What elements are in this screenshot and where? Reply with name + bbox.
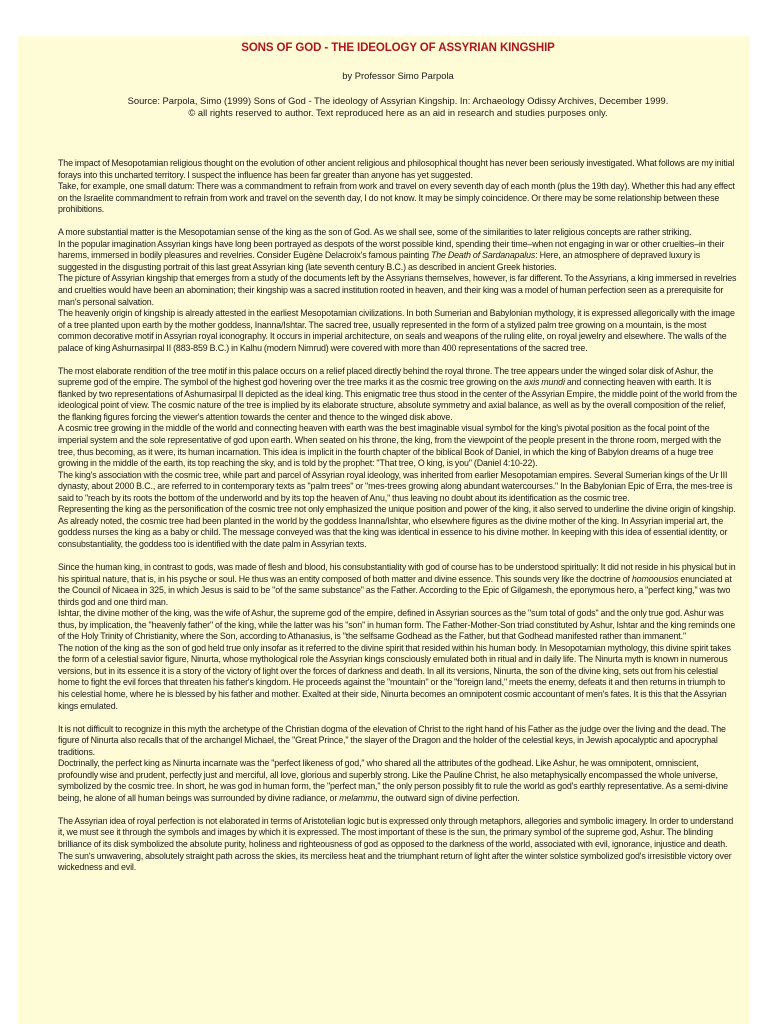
italic-title: homoousios (631, 573, 679, 584)
body-paragraph (58, 308, 738, 354)
paragraph-text: In the popular imagination Assyrian kings have long been portrayed as despots of the worst possible kind, spending their time–when not engaging in war or other cruelties–in their harems, immersed in bodily pleasures and revelries. Consider Eugène Delacroix's famous painting (58, 238, 725, 261)
italic-title: melammu (339, 792, 378, 803)
paragraph-text: Representing the king as the personification of the cosmic tree not only emphasized the unique position and power of the king, it also served to underline the divine origin of kingship. (58, 504, 736, 515)
paragraph-text: As already noted, the cosmic tree had been planted in the world by the goddess Inanna/Ishtar, who elsewhere figures as the divine mother of the king. In Assyrian imperial art, the goddess nurses the king as a baby or child. The message conveyed was that the king was identical in essence to his divine mother. In keeping with this idea of essential identity, or consubstantiality, the goddess too is identified with the date palm in Assyrian texts. (58, 515, 728, 549)
paragraph-text: The notion of the king as the son of god held true only insofar as it referred to the divine spirit that resided within his human body. In Mesopotamian mythology, this divine spirit takes the form of a celestial savior figure, Ninurta, whose mythological role the Assyrian kings consciously emulated both in ritual and in daily life. The Ninurta myth is known in numerous versions, but in its essence it is a story of the victory of light over the forces of darkness and death. In all its versions, Ninurta, the son of the divine king, sets out from his celestial home to fight the evil forces that threaten his father's kingdom. He proceeds against the "mountain" or the "foreign land," meets the enemy, defeats it and then returns in triumph to his celestial home, where he is blessed by his father and mother. Exalted at their side, Ninurta becomes an omnipotent cosmic accountant of men's fates. It is this that the Assyrian kings emulated. (58, 642, 731, 711)
paragraph-text: A more substantial matter is the Mesopotamian sense of the king as the son of God. As we shall see, some of the similarities to later religious concepts are rather striking. (58, 227, 692, 238)
paragraph-text: Doctrinally, the perfect king as Ninurta incarnate was the "perfect likeness of god," who shared all the attributes of the godhead. Like Ashur, he was omnipotent, omniscient, profoundly wise and prudent, perfectly just and merciful, all love, glorious and superbly strong. Like the Pauline Christ, he also metaphysically encompassed the whole universe, symbolized by the cosmic tree. In short, he was god in human form, the "perfect man," the only person possibly fit to rule the world as god's earthly representative. As a semi-divine being, he alone of all human beings was surrounded by divine radiance, or (58, 758, 728, 803)
paragraph-text: , the outward sign of divine perfection. (377, 792, 520, 803)
body-paragraph (58, 608, 738, 643)
source-citation (58, 95, 738, 119)
paragraph-text: Ishtar, the divine mother of the king, was the wife of Ashur, the supreme god of the empire, defined in Assyrian sources as the "sum total of gods" and the only true god. Ashur was thus, by implication, the "heavenly father" of the king, while the latter was his "son" in human form. The Father-Mother-Son triad constituted by Ashur, Ishtar and the king reminds one of the Holy Trinity of Christianity, where the Son, according to Athanasius, is "the selfsame Godhead as the Father, but that Godhead manifested rather than immanent." (58, 608, 736, 642)
paragraph-text: Take, for example, one small datum: There was a commandment to refrain from work and travel on every seventh day of each month (plus the 19th day). Whether this had any effect on the Israelite commandment to refrain from work and travel on the seventh day, I do not know. It may be simply coincidence. Or there may be some relationship between these prohibitions. (58, 181, 735, 215)
body-paragraph (58, 158, 738, 181)
body-paragraph (58, 470, 738, 505)
body-paragraph (58, 181, 738, 216)
article-title: SONS OF GOD - THE IDEOLOGY OF ASSYRIAN KINGSHIP (241, 42, 555, 54)
body-paragraph (58, 643, 738, 712)
paragraph-text: enunciated at the Council of Nicaea in 325, in which Jesus is said to be "of the same substance" as the Father. According to the Epic of Gilgamesh, the eponymous hero, a "perfect king," was two thirds god and one third man. (58, 573, 732, 607)
body-paragraph (58, 504, 738, 516)
body-paragraph (58, 758, 738, 804)
paragraph-text: The impact of Mesopotamian religious thought on the evolution of other ancient religious and philosophical thought has never been seriously investigated. What follows are my initial forays into this uncharted territory. I suspect the influence has been far greater than anyone has yet suggested. (58, 158, 735, 180)
body-paragraph (58, 239, 738, 274)
copyright-line: © all rights reserved to author. Text reproduced here as an aid in research and studies purposes only. (188, 107, 608, 118)
body-paragraph (58, 562, 738, 608)
paragraph-text: It is not difficult to recognize in this myth the archetype of the Christian dogma of the elevation of Christ to the right hand of his Father as the judge over the living and the dead. The figure of Ninurta also recalls that of the archangel Michael, the "Great Prince," the slayer of the Dragon and the holder of the celestial keys, in Jewish apocalyptic and apocryphal traditions. (58, 723, 726, 757)
body-paragraph (58, 423, 738, 469)
paragraph-text: Since the human king, in contrast to gods, was made of flesh and blood, his consubstantiality with god of course has to be understood spiritually: It did not reside in his physical but in his spiritual nature, that is, in his psyche or soul. He thus was an entity composed of both matter and divine essence. This sounds very like the doctrine of (58, 562, 736, 584)
paragraph-text: The heavenly origin of kingship is already attested in the earliest Mesopotamian civilizations. In both Sumerian and Babylonian mythology, it is expressed allegorically with the image of a tree planted upon earth by the mother goddess, Inanna/Ishtar. The sacred tree, usually represented in the form of a stylized palm tree growing on a mountain, is the most common decorative motif in Assyrian royal iconography. It occurs in imperial architecture, on seals and weapons of the ruling elite, on royal jewelry and elsewhere. The walls of the palace of king Ashurnasirpal II (883-859 B.C.) in Kalhu (modern Nimrud) were covered with more than 400 representations of the sacred tree. (58, 308, 735, 353)
italic-title: The Death of Sardanapalus (430, 250, 536, 261)
document-page (18, 36, 750, 1024)
paragraph-text: The picture of Assyrian kingship that emerges from a study of the documents left by the Assyrians themselves, however, is far different. To the Assyrians, a king immersed in revelries and cruelties would have been an abomination; their kingship was a sacred institution rooted in heaven, and their king was a model of human perfection seen as a prerequisite for man's personal salvation. (58, 273, 737, 307)
body-paragraph (58, 516, 738, 551)
source-line: Source: Parpola, Simo (1999) Sons of God - The ideology of Assyrian Kingship. In: Archaeology Odissy Archives, December 1999. (127, 95, 669, 106)
author-byline: by Professor Simo Parpola (342, 70, 454, 81)
paragraph-text: The most elaborate rendition of the tree motif in this palace occurs on a relief placed directly behind the royal throne. The tree appears under the winged solar disk of Ashur, the supreme god of the empire. The symbol of the highest god hovering over the tree marks it as the cosmic tree growing on the (58, 365, 714, 388)
article-body (58, 158, 738, 874)
paragraph-text: The king's association with the cosmic tree, while part and parcel of Assyrian royal ideology, was inherited from earlier Mesopotamian empires. Several Sumerian kings of the Ur III dynasty, about 2000 B.C., are referred to in contemporary texts as "palm trees" or "mes-trees growing along abundant watercourses." In the Babylonian Epic of Erra, the mes-tree is said to "reach by its roots the bottom of the underworld and by its top the heaven of Anu," thus leaving no doubt about its identification as the cosmic tree. (58, 469, 733, 503)
body-paragraph (58, 816, 738, 874)
paragraph-text: : Here, an atmosphere of depraved luxury is suggested in the disgusting portrait of this last great Assyrian king (late seventh century B.C.) as described in ancient Greek histories. (58, 250, 700, 272)
body-paragraph (58, 366, 738, 424)
body-paragraph (58, 227, 738, 239)
paragraph-text: The Assyrian idea of royal perfection is not elaborated in terms of Aristotelian logic but is expressed only through metaphors, allegories and symbolic imagery. In order to understand it, we must see it through the symbols and images by which it is expressed. The most important of these is the sun, the primary symbol of the supreme god, Ashur. The blinding brilliance of its disk symbolized the absolute purity, holiness and righteousness of god as opposed to the darkness of the world, associated with evil, ignorance, injustice and death. The sun's unwavering, absolutely straight path across the skies, its merciless heat and the triumphant return of light after the winter solstice symbolized god's irresistible victory over wickedness and evil. (58, 815, 734, 873)
body-paragraph (58, 724, 738, 759)
paragraph-text: and connecting heaven with earth. It is flanked by two representations of Ashurnasirpal II depicted as the ideal king. This enigmatic tree thus stood in the center of the Assyrian Empire, the middle point of the world from the ideological point of view. The cosmic nature of the tree is implied by its elaborate structure, absolute symmetry and axial balance, as well as by the overall composition of the relief, the flanking figures forcing the viewer's attention towards the center and thence to the winged disk above. (58, 377, 738, 422)
paragraph-text: A cosmic tree growing in the middle of the world and connecting heaven with earth was the best imaginable visual symbol for the king's pivotal position as the focal point of the imperial system and the sole representative of god upon earth. When seated on his throne, the king, from the viewpoint of the people present in the throne room, merged with the tree, thus becoming, as it were, its human incarnation. This idea is implicit in the fourth chapter of the biblical Book of Daniel, in which the king of Babylon dreams of a huge tree growing in the middle of the earth, its top reaching the sky, and is told by the prophet: "That tree, O king, is you" (Daniel 4:10-22). (58, 423, 722, 469)
italic-title: axis mundi (524, 377, 565, 388)
body-paragraph (58, 273, 738, 308)
